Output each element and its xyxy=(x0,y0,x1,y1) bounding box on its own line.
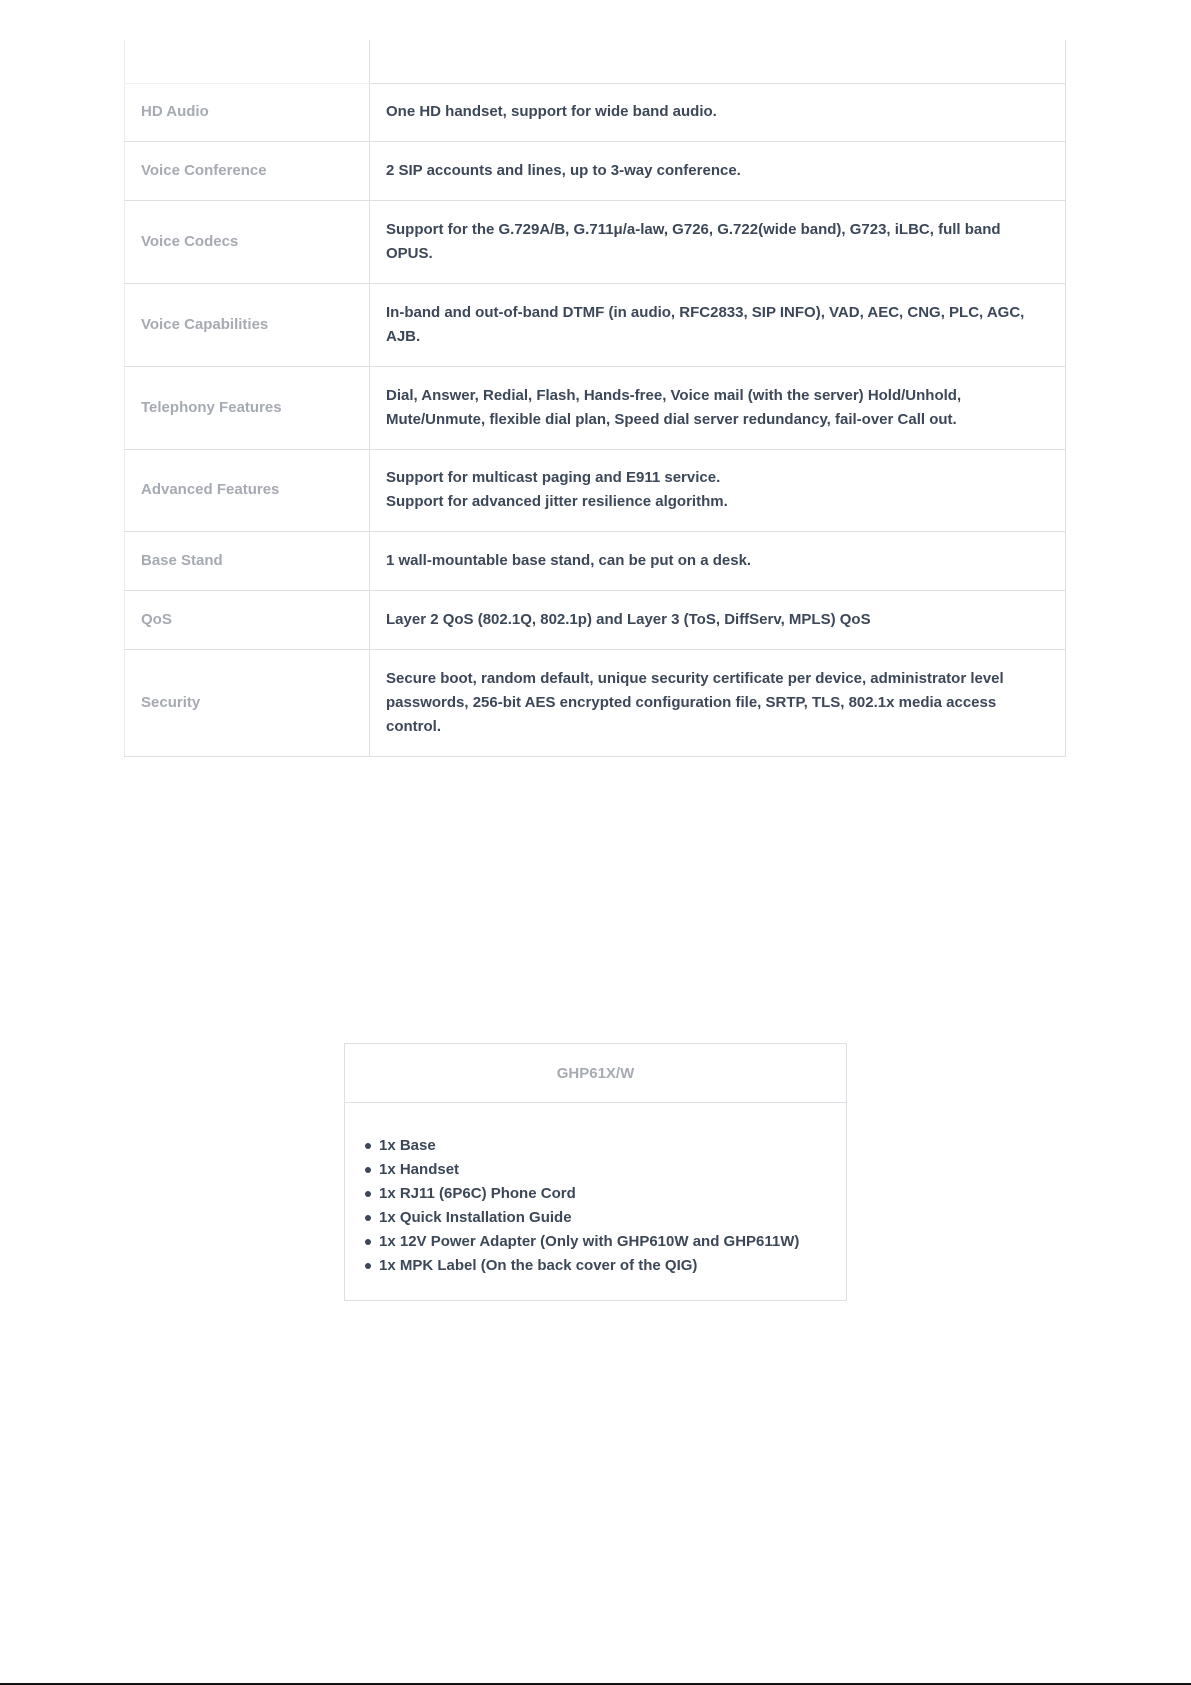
package-body xyxy=(345,1103,846,1300)
list-item xyxy=(365,1230,826,1254)
package-item-label: 1x RJ11 (6P6C) Phone Cord xyxy=(379,1185,576,1202)
list-item xyxy=(365,1254,826,1278)
bullet-icon xyxy=(365,1263,371,1269)
spec-value xyxy=(370,40,1066,83)
table-row xyxy=(125,40,1066,83)
bullet-icon xyxy=(365,1215,371,1221)
package-item-label: 1x MPK Label (On the back cover of the QIG) xyxy=(379,1257,698,1274)
package-item-label: 1x Handset xyxy=(379,1161,460,1178)
bullet-icon xyxy=(365,1191,371,1197)
spec-label: Voice Codecs xyxy=(125,200,370,283)
spec-label: Security xyxy=(125,649,370,756)
package-contents-table xyxy=(344,1043,847,1301)
spec-value: Dial, Answer, Redial, Flash, Hands-free, Voice mail (with the server) Hold/Unhold, Mute/Unmute, flexible dial plan, Speed dial server redundancy, fail-over Call out. xyxy=(370,366,1066,449)
spec-value-line: Support for multicast paging and E911 service. xyxy=(386,469,721,486)
spec-value: Support for the G.729A/B, G.711μ/a-law, G726, G.722(wide band), G723, iLBC, full band OPUS. xyxy=(370,200,1066,283)
package-item-label: 1x Base xyxy=(379,1137,436,1154)
spec-value xyxy=(370,449,1066,531)
table-row xyxy=(125,531,1066,590)
table-row xyxy=(125,649,1066,756)
spec-label: Voice Conference xyxy=(125,141,370,200)
spec-value-line: Support for advanced jitter resilience algorithm. xyxy=(386,493,728,510)
spec-value: 1 wall-mountable base stand, can be put on a desk. xyxy=(370,531,1066,590)
bullet-icon xyxy=(365,1143,371,1149)
spec-value: Secure boot, random default, unique security certificate per device, administrator level passwords, 256-bit AES encrypted configuration file, SRTP, TLS, 802.1x media access control. xyxy=(370,649,1066,756)
list-item xyxy=(365,1134,826,1158)
list-item xyxy=(365,1206,826,1230)
spec-label: Voice Capabilities xyxy=(125,283,370,366)
spec-value: One HD handset, support for wide band audio. xyxy=(370,83,1066,141)
table-row xyxy=(125,200,1066,283)
table-row xyxy=(125,141,1066,200)
spec-value: Layer 2 QoS (802.1Q, 802.1p) and Layer 3 (ToS, DiffServ, MPLS) QoS xyxy=(370,590,1066,649)
table-row xyxy=(125,449,1066,531)
table-row xyxy=(125,283,1066,366)
list-item xyxy=(365,1182,826,1206)
table-row xyxy=(125,366,1066,449)
package-item-label: 1x 12V Power Adapter (Only with GHP610W and GHP611W) xyxy=(379,1233,800,1250)
spec-value: 2 SIP accounts and lines, up to 3-way conference. xyxy=(370,141,1066,200)
spec-label: Base Stand xyxy=(125,531,370,590)
bullet-icon xyxy=(365,1167,371,1173)
spec-label: QoS xyxy=(125,590,370,649)
package-list xyxy=(365,1134,826,1278)
spec-label: Telephony Features xyxy=(125,366,370,449)
package-header: GHP61X/W xyxy=(345,1044,846,1103)
table-row xyxy=(125,590,1066,649)
bullet-icon xyxy=(365,1239,371,1245)
spec-value: In-band and out-of-band DTMF (in audio, RFC2833, SIP INFO), VAD, AEC, CNG, PLC, AGC, AJB. xyxy=(370,283,1066,366)
spec-label: HD Audio xyxy=(125,83,370,141)
package-item-label: 1x Quick Installation Guide xyxy=(379,1209,572,1226)
list-item xyxy=(365,1158,826,1182)
spec-label: Advanced Features xyxy=(125,449,370,531)
spec-label xyxy=(125,40,370,83)
specifications-table xyxy=(124,40,1066,757)
table-row xyxy=(125,83,1066,141)
